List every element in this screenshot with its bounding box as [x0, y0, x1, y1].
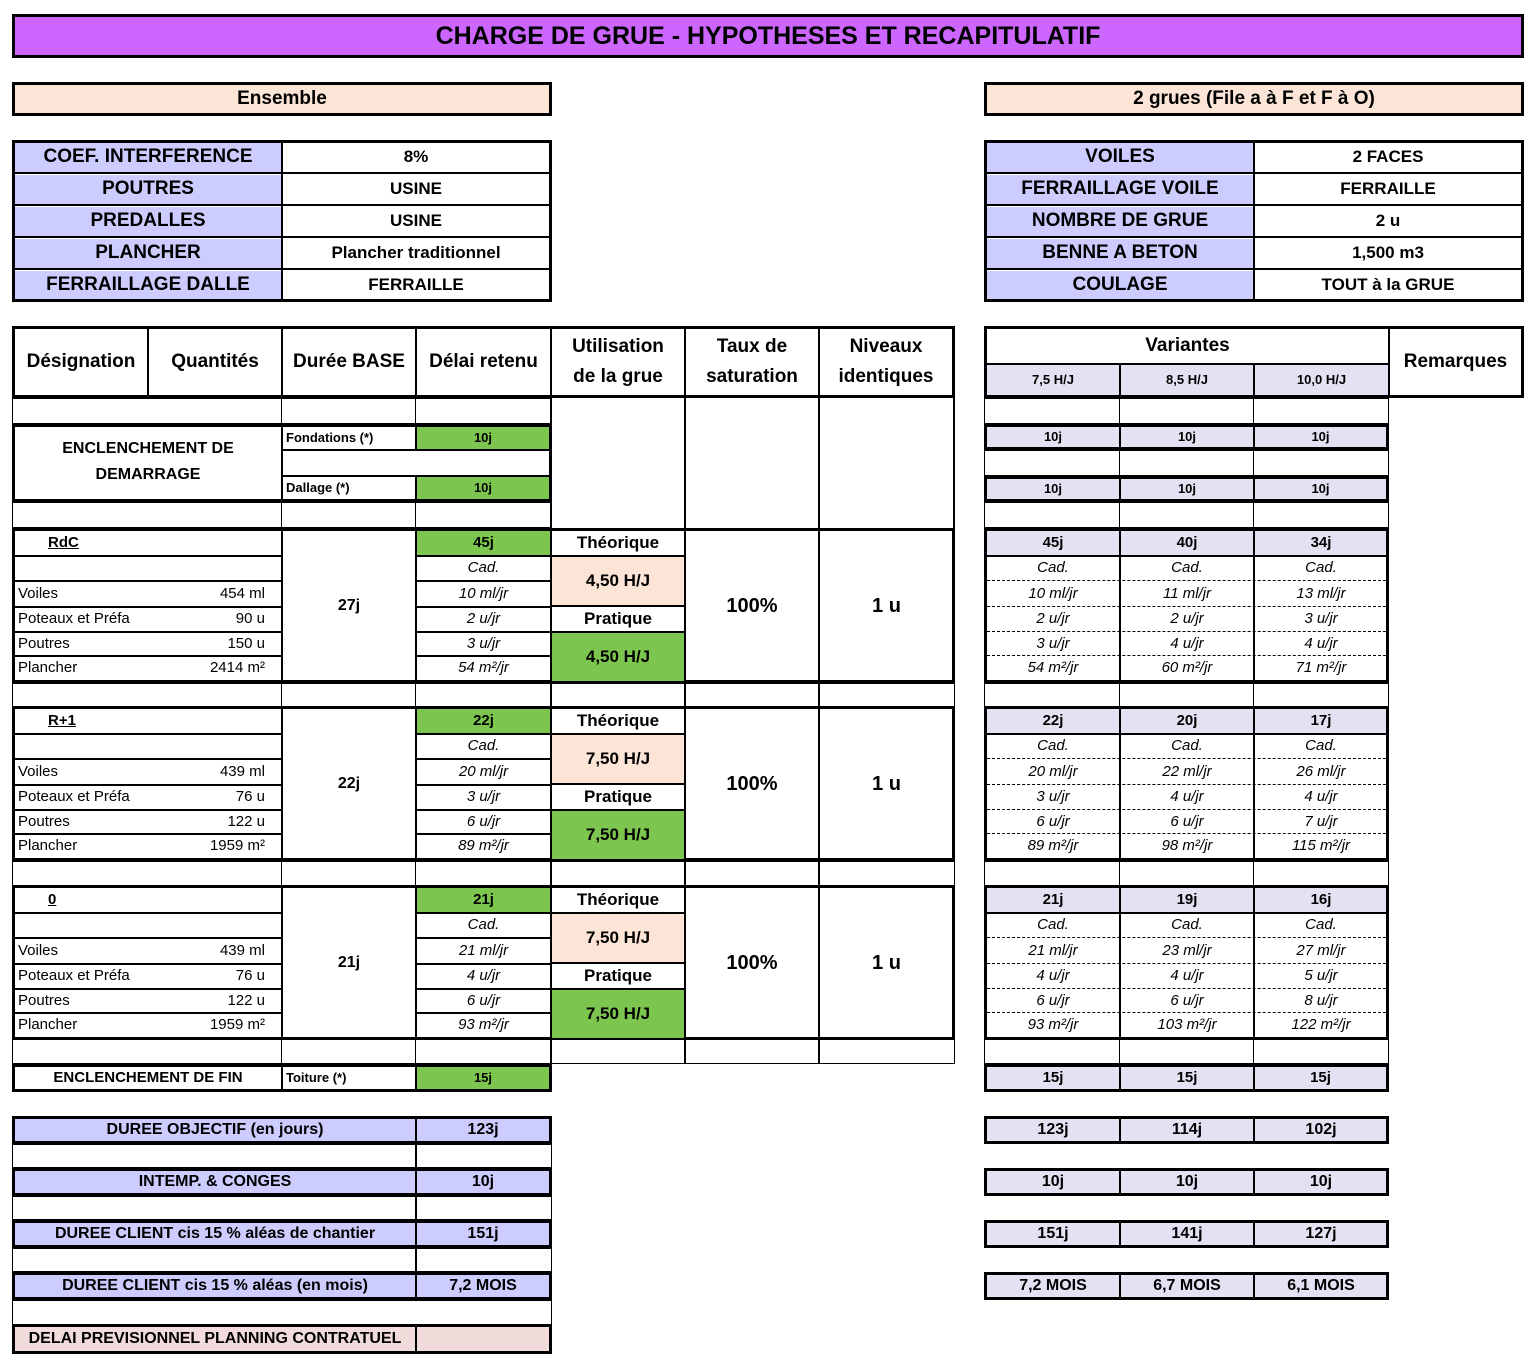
variant-rate: 11 ml/jr [1162, 584, 1212, 602]
level-taux: 100% [726, 951, 778, 974]
variant-8-5: 8,5 H/J [1121, 365, 1253, 395]
variant-cell: 15j [1042, 1069, 1064, 1086]
variant-cad: Cad. [1171, 916, 1203, 933]
item-qty: 122 u [227, 812, 265, 830]
variant-cell: 10j [1311, 429, 1330, 445]
variant-rate: 3 u/jr [1036, 788, 1070, 805]
hyp-left-value: 8% [403, 147, 429, 167]
variant-rate: 21 ml/jr [1028, 941, 1078, 959]
header-delai-retenu: Délai retenu [429, 350, 538, 372]
header-variantes: Variantes [1145, 334, 1230, 356]
item-label: Poutres [18, 634, 70, 652]
variant-rate: 20 ml/jr [1028, 762, 1078, 780]
item-label: Poutres [18, 812, 70, 830]
item-qty: 439 ml [219, 762, 265, 780]
item-rate: 3 u/jr [466, 634, 501, 652]
hyp-right-label: COULAGE [987, 271, 1253, 299]
level-niveaux: 1 u [872, 594, 901, 617]
item-label: Plancher [18, 658, 78, 676]
header-niveaux-line1: Niveaux [849, 335, 923, 357]
variant-rate: 22 ml/jr [1162, 762, 1212, 780]
item-label: Poteaux et Préfa [18, 967, 130, 984]
item-qty: 122 u [227, 991, 265, 1009]
hyp-right-label: FERRAILLAGE VOILE [987, 175, 1253, 204]
dallage-label: Dallage (*) [286, 480, 350, 496]
variant-total: 45j [1042, 534, 1064, 551]
hyp-left-label: POUTRES [15, 175, 281, 204]
variant-rate: 60 m²/jr [1161, 658, 1213, 676]
variant-rate: 27 ml/jr [1296, 941, 1346, 959]
variant-rate: 6 u/jr [1036, 812, 1070, 830]
level-taux: 100% [726, 772, 778, 795]
delai-previsionnel-label: DELAI PREVISIONNEL PLANNING CONTRATUEL [15, 1327, 415, 1351]
summary-label: DUREE OBJECTIF (en jours) [15, 1119, 415, 1141]
summary-variant-value: 7,2 MOIS [1019, 1277, 1087, 1295]
variant-cad: Cad. [1305, 916, 1337, 933]
hyp-left-value: Plancher traditionnel [331, 243, 501, 263]
item-rate: 4 u/jr [466, 967, 501, 984]
variant-cad: Cad. [1037, 916, 1069, 933]
variant-total: 17j [1310, 712, 1332, 729]
variant-rate: 4 u/jr [1170, 967, 1204, 984]
variant-rate: 4 u/jr [1304, 788, 1338, 805]
variant-total: 40j [1176, 534, 1198, 551]
fondations-label: Fondations (*) [286, 430, 374, 446]
variant-rate: 89 m²/jr [1027, 836, 1079, 854]
item-rate: 6 u/jr [466, 991, 501, 1009]
hyp-left-value: USINE [390, 179, 442, 199]
level-duree-base: 22j [337, 774, 361, 792]
variant-rate: 115 m²/jr [1291, 836, 1351, 854]
variant-rate: 13 ml/jr [1296, 584, 1346, 602]
item-rate: 3 u/jr [466, 788, 501, 805]
demarrage-label-line2: DEMARRAGE [95, 466, 201, 484]
variant-rate: 2 u/jr [1036, 610, 1070, 627]
level-name: 0 [48, 891, 57, 908]
item-rate: 10 ml/jr [458, 584, 509, 602]
item-rate: 54 m²/jr [458, 658, 509, 676]
variant-rate: 8 u/jr [1304, 991, 1338, 1009]
summary-value: 7,2 MOIS [417, 1275, 549, 1297]
item-rate: 6 u/jr [466, 812, 501, 830]
toiture-label: Toiture (*) [286, 1070, 347, 1086]
variant-cell: 15j [1310, 1069, 1331, 1086]
summary-variant-value: 10j [1175, 1173, 1199, 1191]
hyp-right-value: 2 FACES [1352, 147, 1424, 167]
summary-value: 151j [417, 1223, 549, 1245]
summary-label: DUREE CLIENT cis 15 % aléas de chantier [15, 1223, 415, 1245]
item-label: Poutres [18, 991, 70, 1009]
item-label: Plancher [18, 836, 78, 854]
item-rate: 89 m²/jr [458, 836, 509, 854]
variant-cell: 10j [1043, 429, 1063, 445]
variant-rate: 3 u/jr [1036, 634, 1070, 652]
level-niveaux: 1 u [872, 772, 901, 795]
summary-label: INTEMP. & CONGES [15, 1171, 415, 1193]
variant-total: 19j [1176, 891, 1198, 908]
item-label: Poteaux et Préfa [18, 788, 130, 805]
item-qty: 1959 m² [209, 836, 265, 854]
theorique-label: Théorique [576, 532, 660, 552]
variant-rate: 54 m²/jr [1027, 658, 1079, 676]
header-taux-line1: Taux de [716, 335, 788, 357]
variant-rate: 6 u/jr [1036, 991, 1070, 1009]
item-label: Voiles [18, 941, 59, 959]
variant-cad: Cad. [1305, 559, 1337, 576]
variant-cad: Cad. [1171, 559, 1203, 576]
variant-rate: 6 u/jr [1170, 812, 1204, 830]
toiture-delai: 15j [417, 1067, 549, 1089]
variant-total: 22j [1042, 712, 1064, 729]
item-label: Plancher [18, 1015, 78, 1033]
hyp-right-label: NOMBRE DE GRUE [987, 207, 1253, 236]
dallage-delai: 10j [417, 477, 549, 499]
hyp-right-value: TOUT à la GRUE [1321, 274, 1455, 294]
level-name: RdC [48, 534, 79, 551]
hyp-right-label: BENNE A BETON [987, 239, 1253, 268]
header-quantites: Quantités [171, 350, 259, 372]
variant-total: 16j [1310, 891, 1332, 908]
hyp-right-value: FERRAILLE [1340, 179, 1436, 199]
hyp-left-label: PREDALLES [15, 207, 281, 236]
level-cad: Cad. [467, 559, 500, 576]
summary-variant-value: 151j [1037, 1225, 1069, 1243]
hyp-left-label: PLANCHER [15, 239, 281, 268]
variant-rate: 4 u/jr [1304, 634, 1338, 652]
header-duree-base: Durée BASE [293, 350, 405, 372]
fin-label: ENCLENCHEMENT DE FIN [53, 1069, 243, 1086]
variant-cell: 10j [1177, 481, 1197, 497]
grues-label: 2 grues (File a à F et F à O) [984, 82, 1524, 116]
variant-rate: 5 u/jr [1304, 967, 1338, 984]
theorique-value: 7,50 H/J [552, 735, 684, 783]
variant-rate: 4 u/jr [1170, 634, 1204, 652]
hyp-right-value: 1,500 m3 [1352, 243, 1424, 263]
variant-total: 34j [1310, 534, 1332, 551]
item-rate: 93 m²/jr [458, 1015, 509, 1033]
pratique-value: 7,50 H/J [552, 811, 684, 859]
item-rate: 2 u/jr [466, 610, 501, 627]
level-duree-base: 27j [337, 596, 361, 614]
header-niveaux-line2: identiques [838, 365, 934, 387]
variant-cad: Cad. [1171, 737, 1203, 754]
summary-variant-value: 141j [1171, 1225, 1203, 1243]
level-delai: 22j [417, 709, 550, 733]
variant-rate: 4 u/jr [1036, 967, 1070, 984]
theorique-label: Théorique [576, 889, 660, 909]
level-cad: Cad. [467, 916, 500, 933]
variant-rate: 23 ml/jr [1162, 941, 1212, 959]
pratique-label: Pratique [583, 786, 653, 806]
level-delai: 21j [417, 888, 550, 912]
variant-rate: 26 ml/jr [1296, 762, 1346, 780]
variant-rate: 4 u/jr [1170, 788, 1204, 805]
variant-cell: 10j [1177, 429, 1197, 445]
variant-rate: 98 m²/jr [1161, 836, 1213, 854]
level-delai: 45j [417, 531, 550, 555]
item-qty: 439 ml [219, 941, 265, 959]
fondations-delai: 10j [417, 427, 549, 449]
variant-rate: 3 u/jr [1304, 610, 1338, 627]
item-qty: 150 u [227, 634, 265, 652]
pratique-label: Pratique [583, 965, 653, 985]
page-title: CHARGE DE GRUE - HYPOTHESES ET RECAPITULATIF [12, 14, 1524, 58]
theorique-label: Théorique [576, 710, 660, 730]
item-qty: 76 u [235, 788, 265, 805]
summary-value: 123j [417, 1119, 549, 1141]
header-remarques: Remarques [1403, 350, 1508, 372]
summary-variant-value: 6,1 MOIS [1287, 1277, 1355, 1295]
variant-cad: Cad. [1037, 559, 1069, 576]
variant-rate: 7 u/jr [1304, 812, 1338, 830]
summary-value: 10j [417, 1171, 549, 1193]
item-label: Poteaux et Préfa [18, 610, 130, 627]
level-niveaux: 1 u [872, 951, 901, 974]
delai-previsionnel-value [417, 1327, 549, 1351]
pratique-value: 4,50 H/J [552, 633, 684, 681]
hyp-left-label: COEF. INTERFERENCE [15, 143, 281, 172]
pratique-value: 7,50 H/J [552, 990, 684, 1038]
variant-7-5: 7,5 H/J [987, 365, 1119, 395]
hyp-right-label: VOILES [987, 143, 1253, 172]
variant-rate: 71 m²/jr [1295, 658, 1347, 676]
header-utilisation-line1: Utilisation [572, 335, 664, 357]
item-label: Voiles [18, 584, 59, 602]
hyp-left-value: FERRAILLE [368, 274, 464, 294]
item-qty: 90 u [235, 610, 265, 627]
pratique-label: Pratique [583, 608, 653, 628]
hyp-right-value: 2 u [1375, 211, 1401, 231]
summary-label: DUREE CLIENT cis 15 % aléas (en mois) [15, 1275, 415, 1297]
summary-variant-value: 6,7 MOIS [1153, 1277, 1221, 1295]
item-qty: 76 u [235, 967, 265, 984]
variant-rate: 103 m²/jr [1157, 1015, 1217, 1033]
item-qty: 2414 m² [209, 658, 265, 676]
theorique-value: 7,50 H/J [552, 914, 684, 962]
ensemble-label: Ensemble [12, 82, 552, 116]
variant-rate: 6 u/jr [1170, 991, 1204, 1009]
variant-cell: 10j [1311, 481, 1330, 497]
level-cad: Cad. [467, 737, 500, 754]
variant-cad: Cad. [1305, 737, 1337, 754]
variant-cad: Cad. [1037, 737, 1069, 754]
summary-variant-value: 102j [1305, 1121, 1337, 1139]
variant-10-0: 10,0 H/J [1255, 365, 1388, 395]
variant-total: 20j [1176, 712, 1198, 729]
level-taux: 100% [726, 594, 778, 617]
variant-total: 21j [1042, 891, 1064, 908]
variant-cell: 15j [1176, 1069, 1198, 1086]
header-utilisation-line2: de la grue [573, 365, 663, 387]
theorique-value: 4,50 H/J [552, 557, 684, 605]
header-designation: Désignation [26, 350, 136, 372]
hyp-left-value: USINE [390, 211, 442, 231]
summary-variant-value: 123j [1037, 1121, 1069, 1139]
variant-rate: 10 ml/jr [1028, 584, 1078, 602]
level-duree-base: 21j [337, 953, 361, 971]
demarrage-label-line1: ENCLENCHEMENT DE [62, 440, 234, 458]
item-qty: 1959 m² [209, 1015, 265, 1033]
summary-variant-value: 127j [1305, 1225, 1337, 1243]
header-taux-line2: saturation [706, 365, 798, 387]
variant-cell: 10j [1043, 481, 1063, 497]
item-qty: 454 ml [219, 584, 265, 602]
item-rate: 21 ml/jr [458, 941, 509, 959]
summary-variant-value: 114j [1171, 1121, 1203, 1139]
summary-variant-value: 10j [1041, 1173, 1065, 1191]
variant-rate: 122 m²/jr [1291, 1015, 1351, 1033]
hyp-left-label: FERRAILLAGE DALLE [15, 271, 281, 299]
variant-rate: 93 m²/jr [1027, 1015, 1079, 1033]
item-rate: 20 ml/jr [458, 762, 509, 780]
summary-variant-value: 10j [1309, 1173, 1333, 1191]
item-label: Voiles [18, 762, 59, 780]
variant-rate: 2 u/jr [1170, 610, 1204, 627]
level-name: R+1 [48, 712, 76, 729]
